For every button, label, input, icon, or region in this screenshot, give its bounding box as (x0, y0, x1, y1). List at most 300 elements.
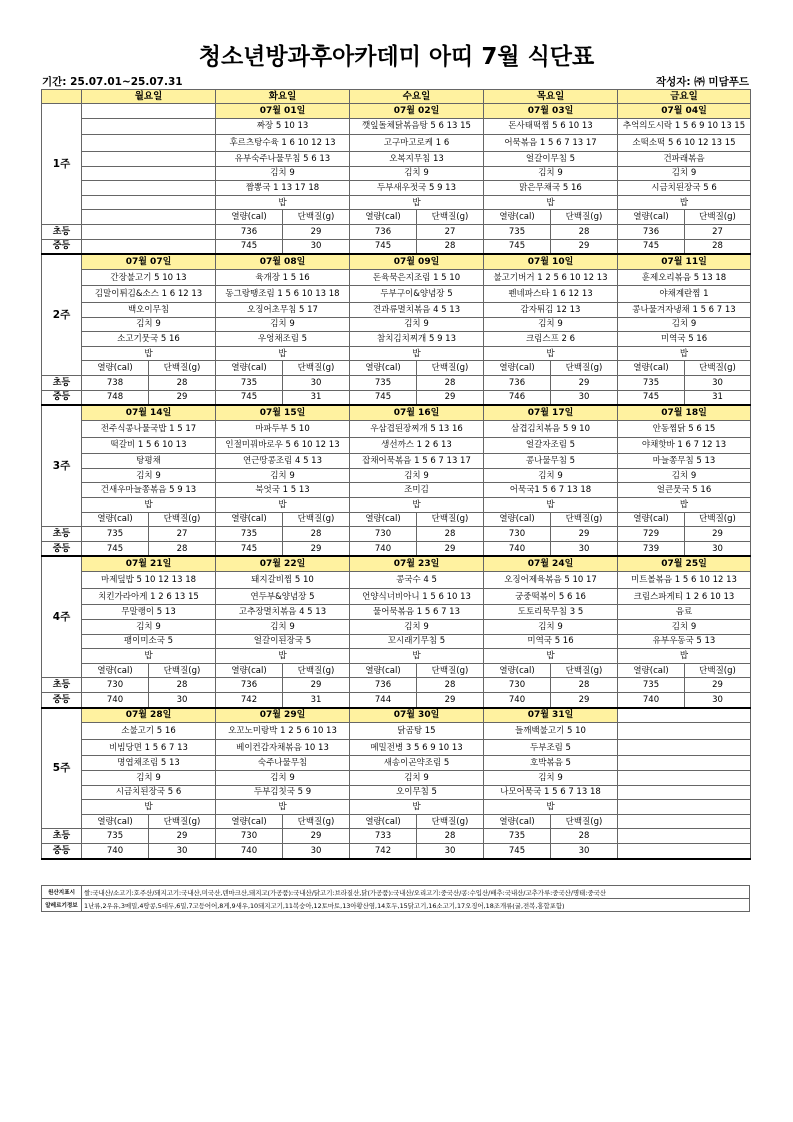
empty-cell (82, 104, 216, 119)
protein-header: 단백질(g) (283, 814, 350, 829)
energy-value: 735 (216, 376, 283, 391)
dish-cell: 들깨백불고기 5 10 (484, 723, 618, 740)
energy-value: 738 (82, 376, 149, 391)
energy-value: 739 (618, 541, 685, 556)
protein-value: 27 (417, 224, 484, 239)
protein-value: 30 (149, 844, 216, 859)
dish-cell: 김치 9 (350, 166, 484, 181)
protein-value: 28 (417, 678, 484, 693)
protein-value: 29 (149, 829, 216, 844)
dish-cell: 밥 (216, 649, 350, 664)
dish-cell: 삼겹김치볶음 5 9 10 (484, 420, 618, 437)
dish-cell: 건새우마늘쫑볶음 5 9 13 (82, 483, 216, 498)
protein-header: 단백질(g) (685, 361, 751, 376)
dish-cell: 밥 (484, 800, 618, 815)
dish-cell: 김치 9 (82, 468, 216, 483)
protein-value: 27 (149, 527, 216, 542)
energy-header: 열량(cal) (216, 210, 283, 225)
dish-cell: 콩나물겨자냉채 1 5 6 7 13 (618, 303, 751, 318)
protein-header: 단백질(g) (149, 663, 216, 678)
dish-cell: 고추장멸치볶음 4 5 13 (216, 605, 350, 620)
empty-cell (618, 771, 751, 786)
empty-cell (618, 785, 751, 800)
energy-header: 열량(cal) (618, 663, 685, 678)
empty-cell (618, 739, 751, 756)
protein-header: 단백질(g) (551, 512, 618, 527)
protein-value: 29 (283, 224, 350, 239)
dish-cell: 연두부&양념장 5 (216, 588, 350, 605)
dish-cell: 김치 9 (484, 619, 618, 634)
dish-cell: 밥 (216, 498, 350, 513)
elementary-label: 초등 (42, 678, 82, 693)
dish-cell: 밥 (618, 195, 751, 210)
date-cell: 07월 21일 (82, 556, 216, 571)
protein-header: 단백질(g) (417, 512, 484, 527)
protein-value: 29 (149, 390, 216, 405)
dish-cell: 김치 9 (484, 468, 618, 483)
protein-value: 29 (417, 390, 484, 405)
dish-cell: 크림스파게티 1 2 6 10 13 (618, 588, 751, 605)
middle-label: 중등 (42, 692, 82, 707)
dish-cell: 김치 9 (82, 619, 216, 634)
protein-value: 28 (149, 541, 216, 556)
energy-value: 745 (618, 390, 685, 405)
middle-label: 중등 (42, 541, 82, 556)
date-cell: 07월 02일 (350, 104, 484, 119)
protein-header: 단백질(g) (417, 361, 484, 376)
dish-cell: 간장불고기 5 10 13 (82, 269, 216, 286)
dish-cell: 치킨가라아게 1 2 6 13 15 (82, 588, 216, 605)
dish-cell: 새송이곤약조림 5 (350, 756, 484, 771)
energy-value: 742 (216, 692, 283, 707)
empty-cell (618, 844, 751, 859)
protein-value: 28 (417, 527, 484, 542)
energy-value: 736 (618, 224, 685, 239)
dish-cell: 고구마고로케 1 6 (350, 135, 484, 152)
energy-value: 735 (82, 527, 149, 542)
dish-cell: 김치 9 (216, 619, 350, 634)
date-cell: 07월 22일 (216, 556, 350, 571)
date-cell: 07월 15일 (216, 405, 350, 420)
energy-header: 열량(cal) (216, 361, 283, 376)
protein-value: 29 (685, 678, 751, 693)
energy-header: 열량(cal) (350, 210, 417, 225)
energy-header: 열량(cal) (618, 210, 685, 225)
protein-value: 29 (417, 692, 484, 707)
dish-cell: 감자튀김 12 13 (484, 303, 618, 318)
dish-cell: 김치 9 (484, 771, 618, 786)
dish-cell: 건파래볶음 (618, 151, 751, 166)
energy-value: 730 (82, 678, 149, 693)
dish-cell: 소고기뭇국 5 16 (82, 332, 216, 347)
allergy-label: 알레르기정보 (42, 899, 82, 912)
energy-value: 735 (484, 829, 551, 844)
date-cell: 07월 08일 (216, 254, 350, 269)
date-cell: 07월 18일 (618, 405, 751, 420)
dish-cell: 베이컨감자채볶음 10 13 (216, 739, 350, 756)
dish-cell: 호박볶음 5 (484, 756, 618, 771)
energy-value: 740 (216, 844, 283, 859)
dish-cell: 김치 9 (618, 166, 751, 181)
dish-cell: 오이무침 5 (350, 785, 484, 800)
dish-cell: 밥 (350, 346, 484, 361)
middle-label: 중등 (42, 844, 82, 859)
protein-header: 단백질(g) (551, 210, 618, 225)
dish-cell: 소떡소떡 5 6 10 12 13 15 (618, 135, 751, 152)
empty-cell (82, 239, 216, 254)
protein-header: 단백질(g) (417, 210, 484, 225)
energy-header: 열량(cal) (350, 663, 417, 678)
empty-cell (82, 210, 216, 225)
date-cell: 07월 10일 (484, 254, 618, 269)
dish-cell: 김치 9 (350, 771, 484, 786)
empty-cell (82, 166, 216, 181)
menu-table (41, 89, 751, 860)
energy-header: 열량(cal) (82, 361, 149, 376)
protein-value: 30 (685, 541, 751, 556)
energy-header: 열량(cal) (484, 210, 551, 225)
dish-cell: 어묵볶음 1 5 6 7 13 17 (484, 135, 618, 152)
date-cell: 07월 09일 (350, 254, 484, 269)
protein-value: 28 (551, 829, 618, 844)
protein-value: 28 (149, 376, 216, 391)
empty-cell (82, 181, 216, 196)
energy-header: 열량(cal) (350, 814, 417, 829)
author-label: 작성자: ㈜ 미담푸드 (655, 76, 749, 88)
energy-value: 744 (350, 692, 417, 707)
dish-cell: 동그랑땡조림 1 5 6 10 13 18 (216, 286, 350, 303)
dish-cell: 육개장 1 5 16 (216, 269, 350, 286)
dish-cell: 후르츠탕수육 1 6 10 12 13 (216, 135, 350, 152)
dish-cell: 밥 (216, 195, 350, 210)
energy-header: 열량(cal) (350, 361, 417, 376)
energy-value: 740 (484, 541, 551, 556)
dish-cell: 밥 (350, 195, 484, 210)
elementary-label: 초등 (42, 224, 82, 239)
dish-cell: 조미김 (350, 483, 484, 498)
dish-cell: 돈육묵은지조림 1 5 10 (350, 269, 484, 286)
dish-cell: 야채핫바 1 6 7 12 13 (618, 437, 751, 454)
protein-header: 단백질(g) (417, 814, 484, 829)
energy-value: 729 (618, 527, 685, 542)
energy-header: 열량(cal) (484, 512, 551, 527)
dish-cell: 김치 9 (216, 771, 350, 786)
empty-cell (82, 224, 216, 239)
origin-text: 쌀:국내산/소고기:호주산/돼지고기:국내산,미국산,덴마크산,돼지고(가공품):국내산/닭고기:브라질산,닭(가공품):국내산/오리고기:중국산/콩:수입산/배추:국내산/고추가루:중국산/명태:중국산 (82, 886, 750, 899)
dish-cell: 밥 (618, 498, 751, 513)
dish-cell: 김치 9 (350, 317, 484, 332)
dish-cell: 음료 (618, 605, 751, 620)
empty-cell (82, 151, 216, 166)
dish-cell: 김치 9 (350, 468, 484, 483)
date-cell: 07월 03일 (484, 104, 618, 119)
dish-cell: 어묵국1 5 6 7 13 18 (484, 483, 618, 498)
protein-header: 단백질(g) (551, 814, 618, 829)
dish-cell: 돈사태떡찜 5 6 10 13 (484, 118, 618, 135)
week-label: 1주 (42, 104, 82, 225)
energy-value: 730 (484, 678, 551, 693)
protein-header: 단백질(g) (283, 663, 350, 678)
empty-cell (618, 708, 751, 723)
dish-cell: 견과류멸치볶음 4 5 13 (350, 303, 484, 318)
dish-cell: 밥 (216, 800, 350, 815)
energy-value: 736 (484, 376, 551, 391)
energy-value: 745 (216, 541, 283, 556)
protein-header: 단백질(g) (685, 210, 751, 225)
energy-header: 열량(cal) (216, 663, 283, 678)
dish-cell: 김치 9 (216, 468, 350, 483)
energy-value: 736 (350, 224, 417, 239)
dish-cell: 숙주나물무침 (216, 756, 350, 771)
date-cell: 07월 11일 (618, 254, 751, 269)
dish-cell: 크림스프 2 6 (484, 332, 618, 347)
energy-value: 735 (618, 376, 685, 391)
period-label: 기간: 25.07.01~25.07.31 (42, 76, 183, 88)
dish-cell: 꼬시래기무침 5 (350, 634, 484, 649)
dish-cell: 잡채어묵볶음 1 5 6 7 13 17 (350, 454, 484, 469)
energy-header: 열량(cal) (618, 512, 685, 527)
dish-cell: 오징어제육볶음 5 10 17 (484, 571, 618, 588)
week-label: 2주 (42, 254, 82, 375)
protein-value: 29 (551, 239, 618, 254)
empty-cell (82, 118, 216, 135)
protein-header: 단백질(g) (283, 210, 350, 225)
page-title: 청소년방과후아카데미 아띠 7월 식단표 (198, 44, 595, 70)
elementary-label: 초등 (42, 829, 82, 844)
energy-value: 740 (82, 844, 149, 859)
week-label: 5주 (42, 708, 82, 829)
dish-cell: 추억의도시락 1 5 6 9 10 13 15 (618, 118, 751, 135)
dish-cell: 두부새우젓국 5 9 13 (350, 181, 484, 196)
protein-value: 28 (551, 224, 618, 239)
middle-label: 중등 (42, 390, 82, 405)
protein-value: 29 (283, 678, 350, 693)
empty-cell (618, 800, 751, 815)
dish-cell: 안동찜닭 5 6 15 (618, 420, 751, 437)
energy-value: 730 (484, 527, 551, 542)
protein-value: 30 (283, 844, 350, 859)
energy-value: 736 (350, 678, 417, 693)
dish-cell: 마파두부 5 10 (216, 420, 350, 437)
empty-cell (82, 135, 216, 152)
energy-value: 730 (350, 527, 417, 542)
dish-cell: 김치 9 (216, 166, 350, 181)
energy-value: 733 (350, 829, 417, 844)
protein-value: 30 (551, 541, 618, 556)
protein-header: 단백질(g) (149, 814, 216, 829)
dish-cell: 김치 9 (618, 317, 751, 332)
energy-value: 740 (82, 692, 149, 707)
dish-cell: 오꼬노미랑박 1 2 5 6 10 13 (216, 723, 350, 740)
dish-cell: 밥 (350, 498, 484, 513)
dish-cell: 탕평채 (82, 454, 216, 469)
energy-header: 열량(cal) (82, 814, 149, 829)
dish-cell: 두부조림 5 (484, 739, 618, 756)
protein-value: 31 (685, 390, 751, 405)
date-cell: 07월 29일 (216, 708, 350, 723)
middle-label: 중등 (42, 239, 82, 254)
protein-value: 28 (417, 239, 484, 254)
energy-header: 열량(cal) (216, 814, 283, 829)
day-header: 금요일 (618, 90, 751, 104)
date-cell: 07월 14일 (82, 405, 216, 420)
protein-header: 단백질(g) (149, 361, 216, 376)
energy-value: 740 (350, 541, 417, 556)
energy-value: 745 (82, 541, 149, 556)
dish-cell: 밥 (484, 346, 618, 361)
protein-value: 29 (551, 376, 618, 391)
dish-cell: 밥 (82, 498, 216, 513)
allergy-text: 1난류,2우유,3메밀,4땅콩,5대두,6밀,7고등어어,8게,9새우,10돼지고기,11복숭아,12토마토,13아황산염,14호두,15닭고기,16소고기,17오징어,18조개류(굴,전복,홍합포함) (82, 899, 750, 912)
dish-cell: 짜장 5 10 13 (216, 118, 350, 135)
dish-cell: 김치 9 (82, 317, 216, 332)
dish-cell: 밥 (82, 649, 216, 664)
energy-value: 735 (216, 527, 283, 542)
dish-cell: 얼갈자조림 5 (484, 437, 618, 454)
dish-cell: 밥 (350, 649, 484, 664)
energy-header: 열량(cal) (484, 663, 551, 678)
dish-cell: 닭곰탕 15 (350, 723, 484, 740)
protein-value: 28 (283, 527, 350, 542)
origin-label: 원산지표시 (42, 886, 82, 899)
energy-value: 735 (618, 678, 685, 693)
dish-cell: 오복지무침 13 (350, 151, 484, 166)
dish-cell: 유부우동국 5 13 (618, 634, 751, 649)
protein-value: 31 (283, 390, 350, 405)
dish-cell: 두부김칫국 5 9 (216, 785, 350, 800)
day-header: 월요일 (82, 90, 216, 104)
dish-cell: 콩나물무침 5 (484, 454, 618, 469)
protein-value: 31 (283, 692, 350, 707)
date-cell: 07월 24일 (484, 556, 618, 571)
energy-header: 열량(cal) (484, 361, 551, 376)
date-cell: 07월 07일 (82, 254, 216, 269)
dish-cell: 무말랭이 5 13 (82, 605, 216, 620)
protein-value: 29 (417, 541, 484, 556)
dish-cell: 밥 (618, 649, 751, 664)
dish-cell: 밥 (484, 498, 618, 513)
date-cell: 07월 25일 (618, 556, 751, 571)
dish-cell: 우엉채조림 5 (216, 332, 350, 347)
energy-header: 열량(cal) (216, 512, 283, 527)
protein-value: 29 (685, 527, 751, 542)
dish-cell: 참치김치찌개 5 9 13 (350, 332, 484, 347)
protein-value: 29 (551, 527, 618, 542)
dish-cell: 밥 (82, 346, 216, 361)
protein-value: 30 (283, 239, 350, 254)
empty-cell (618, 829, 751, 844)
protein-value: 28 (149, 678, 216, 693)
week-label: 3주 (42, 405, 82, 526)
dish-cell: 김치 9 (484, 317, 618, 332)
dish-cell: 김치 9 (484, 166, 618, 181)
dish-cell: 우삼겹된장찌개 5 13 16 (350, 420, 484, 437)
dish-cell: 유부숙주나물무침 5 6 13 (216, 151, 350, 166)
dish-cell: 훈제오리볶음 5 13 18 (618, 269, 751, 286)
dish-cell: 미역국 5 16 (484, 634, 618, 649)
dish-cell: 밥 (484, 195, 618, 210)
energy-value: 748 (82, 390, 149, 405)
energy-header: 열량(cal) (618, 361, 685, 376)
protein-header: 단백질(g) (551, 361, 618, 376)
protein-value: 30 (685, 376, 751, 391)
empty-cell (82, 195, 216, 210)
dish-cell: 나모어묵국 1 5 6 7 13 18 (484, 785, 618, 800)
dish-cell: 북엇국 1 5 13 (216, 483, 350, 498)
dish-cell: 얼큰뭇국 5 16 (618, 483, 751, 498)
dish-cell: 마늘쫑무침 5 13 (618, 454, 751, 469)
dish-cell: 짬뽕국 1 13 17 18 (216, 181, 350, 196)
dish-cell: 김치 9 (216, 317, 350, 332)
dish-cell: 소불고기 5 16 (82, 723, 216, 740)
protein-value: 30 (685, 692, 751, 707)
protein-value: 30 (417, 844, 484, 859)
elementary-label: 초등 (42, 376, 82, 391)
dish-cell: 물어묵볶음 1 5 6 7 13 (350, 605, 484, 620)
energy-value: 735 (484, 224, 551, 239)
energy-value: 740 (484, 692, 551, 707)
energy-value: 735 (350, 376, 417, 391)
day-header: 화요일 (216, 90, 350, 104)
protein-header: 단백질(g) (149, 512, 216, 527)
dish-cell: 김치 9 (82, 771, 216, 786)
dish-cell: 돼지갈비찜 5 10 (216, 571, 350, 588)
dish-cell: 언양식너비아니 1 5 6 10 13 (350, 588, 484, 605)
date-cell: 07월 30일 (350, 708, 484, 723)
dish-cell: 펜네파스타 1 6 12 13 (484, 286, 618, 303)
energy-value: 745 (216, 239, 283, 254)
empty-cell (618, 756, 751, 771)
protein-value: 29 (551, 692, 618, 707)
dish-cell: 궁중떡볶이 5 6 16 (484, 588, 618, 605)
dish-cell: 메밀전병 3 5 6 9 10 13 (350, 739, 484, 756)
dish-cell: 전주식콩나물국밥 1 5 17 (82, 420, 216, 437)
dish-cell: 김치 9 (618, 619, 751, 634)
day-header: 목요일 (484, 90, 618, 104)
elementary-label: 초등 (42, 527, 82, 542)
protein-value: 30 (551, 844, 618, 859)
date-cell: 07월 28일 (82, 708, 216, 723)
protein-value: 30 (283, 376, 350, 391)
energy-header: 열량(cal) (350, 512, 417, 527)
protein-value: 28 (551, 678, 618, 693)
energy-value: 740 (618, 692, 685, 707)
protein-value: 30 (551, 390, 618, 405)
protein-value: 30 (149, 692, 216, 707)
dish-cell: 연근땅콩조림 4 5 13 (216, 454, 350, 469)
dish-cell: 떡갈비 1 5 6 10 13 (82, 437, 216, 454)
energy-value: 730 (216, 829, 283, 844)
dish-cell: 밥 (216, 346, 350, 361)
protein-value: 29 (283, 829, 350, 844)
dish-cell: 시금치된장국 5 6 (618, 181, 751, 196)
dish-cell: 콩국수 4 5 (350, 571, 484, 588)
day-header: 수요일 (350, 90, 484, 104)
dish-cell: 명엽채조림 5 13 (82, 756, 216, 771)
energy-header: 열량(cal) (82, 512, 149, 527)
empty-cell (618, 723, 751, 740)
protein-header: 단백질(g) (685, 512, 751, 527)
dish-cell: 미트볼볶음 1 5 6 10 12 13 (618, 571, 751, 588)
dish-cell: 김말이튀김&소스 1 6 12 13 (82, 286, 216, 303)
dish-cell: 팽이미소국 5 (82, 634, 216, 649)
energy-value: 736 (216, 678, 283, 693)
dish-cell: 시금치된장국 5 6 (82, 785, 216, 800)
dish-cell: 야채계란찜 1 (618, 286, 751, 303)
energy-value: 745 (350, 390, 417, 405)
dish-cell: 불고기버거 1 2 5 6 10 12 13 (484, 269, 618, 286)
date-cell: 07월 17일 (484, 405, 618, 420)
